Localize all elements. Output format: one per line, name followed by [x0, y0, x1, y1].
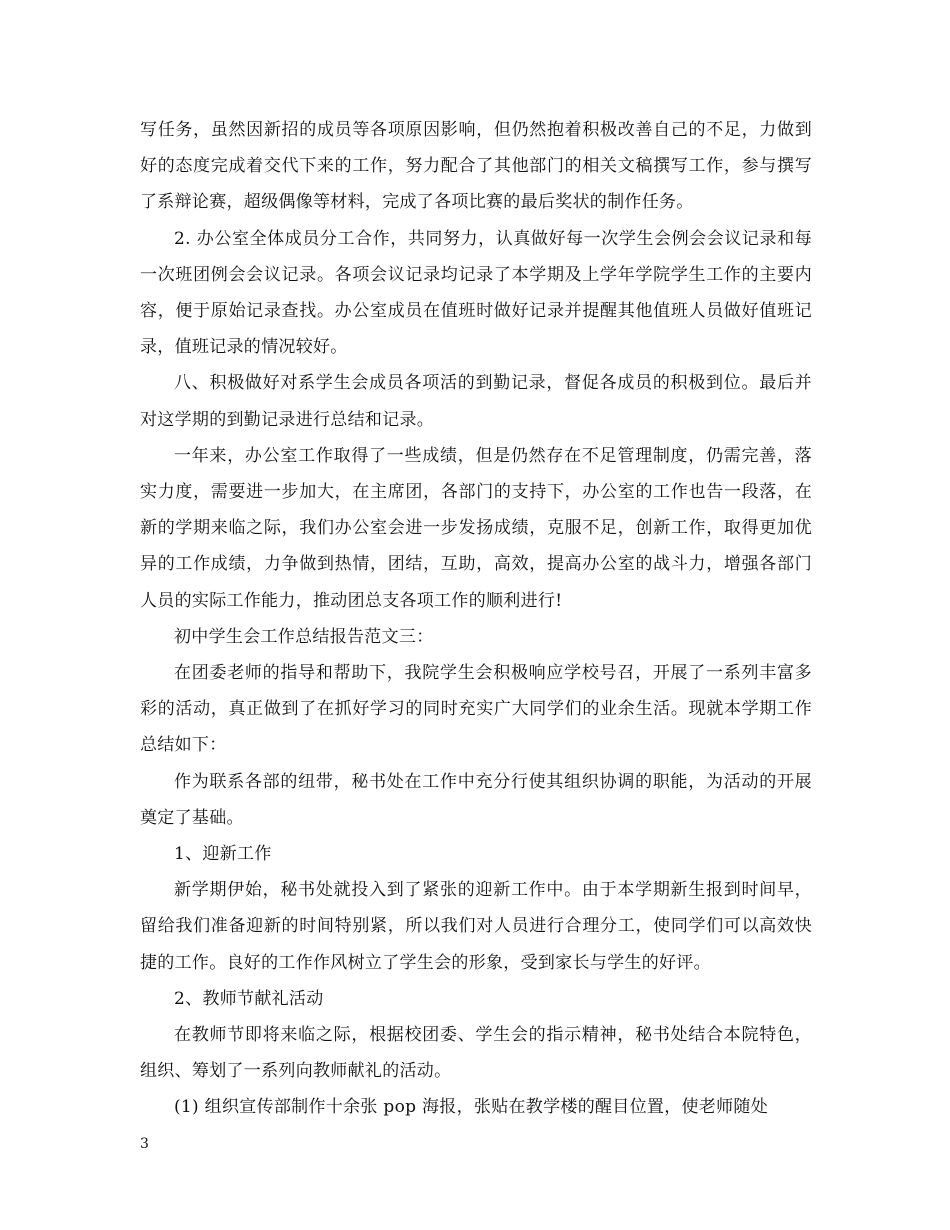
- paragraph-11: 在教师节即将来临之际，根据校团委、学生会的指示精神，秘书处结合本院特色，组织、筹划了一系列向教师献礼的活动。: [140, 1025, 812, 1082]
- document-body: [140, 112, 812, 1126]
- paragraph-2: 2. 办公室全体成员分工合作，共同努力，认真做好每一次学生会例会会议记录和每一次班团例会会议记录。各项会议记录均记录了本学期及上学年学院学生工作的主要内容，便于原始记录查找。办公室成员在值班时做好记录并提醒其他值班人员做好值班记录，值班记录的情况较好。: [140, 228, 812, 358]
- subheading-welcome-work: 1、迎新工作: [174, 844, 272, 865]
- paragraph-12: (1) 组织宣传部制作十余张 pop 海报，张贴在教学楼的醒目位置，使老师随处: [174, 1097, 768, 1118]
- subheading-teachers-day: 2、教师节献礼活动: [174, 988, 324, 1009]
- paragraph-6: 在团委老师的指导和帮助下，我院学生会积极响应学校号召，开展了一系列丰富多彩的活动，真正做到了在抓好学习的同时充实广大同学们的业余生活。现就本学期工作总结如下：: [140, 663, 812, 756]
- paragraph-1: 写任务，虽然因新招的成员等各项原因影响，但仍然抱着积极改善自己的不足，力做到好的态度完成着交代下来的工作，努力配合了其他部门的相关文稿撰写工作，参与撰写了系辩论赛，超级偶像等材料，完成了各项比赛的最后奖状的制作任务。: [140, 120, 812, 213]
- paragraph-3: 八、积极做好对系学生会成员各项活的到勤记录，督促各成员的积极到位。最后并对这学期的到勤记录进行总结和记录。: [140, 373, 812, 430]
- page-number: 3: [140, 1136, 149, 1152]
- section-heading-example-three: 初中学生会工作总结报告范文三：: [174, 626, 434, 647]
- paragraph-9: 新学期伊始，秘书处就投入到了紧张的迎新工作中。由于本学期新生报到时间早，留给我们准备迎新的时间特别紧，所以我们对人员进行合理分工，使同学们可以高效快捷的工作。良好的工作作风树立了学生会的形象，受到家长与学生的好评。: [140, 880, 812, 973]
- paragraph-4: 一年来，办公室工作取得了一些成绩，但是仍然存在不足管理制度，仍需完善，落实力度，需要进一步加大，在主席团，各部门的支持下，办公室的工作也告一段落，在新的学期来临之际，我们办公室会进一步发扬成绩，克服不足，创新工作，取得更加优异的工作成绩，力争做到热情，团结，互助，高效，提高办公室的战斗力，增强各部门人员的实际工作能力，推动团总支各项工作的顺利进行!: [140, 445, 812, 611]
- paragraph-7: 作为联系各部的纽带，秘书处在工作中充分行使其组织协调的职能，为活动的开展奠定了基础。: [140, 771, 812, 828]
